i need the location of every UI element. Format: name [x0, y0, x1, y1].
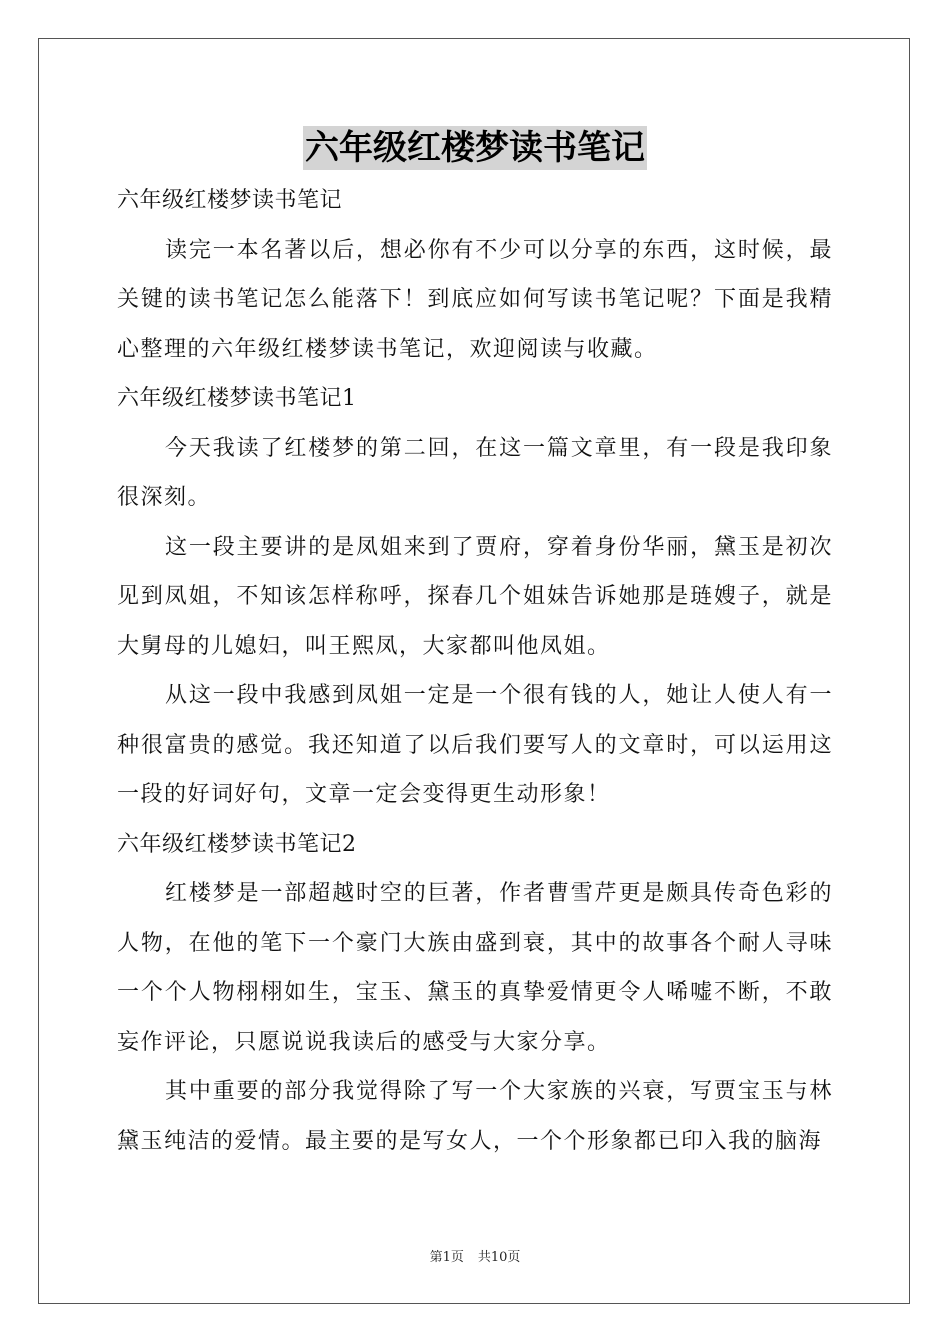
- document-title-text: 六年级红楼梦读书笔记: [305, 128, 645, 168]
- section-1-paragraph-1: 今天我读了红楼梦的第二回，在这一篇文章里，有一段是我印象很深刻。: [117, 435, 833, 510]
- section-1-heading: 六年级红楼梦读书笔记1: [117, 386, 357, 411]
- document-body: [117, 176, 833, 1166]
- section-2-heading: 六年级红楼梦读书笔记2: [117, 831, 357, 857]
- section-1-paragraph-3: 从这一段中我感到凤姐一定是一个很有钱的人，她让人使人有一种很富贵的感觉。我还知道了以后我们要写人的文章时，可以运用这一段的好词好句，文章一定会变得更生动形象！: [117, 683, 833, 807]
- section-2-paragraph-1: 红楼梦是一部超越时空的巨著，作者曹雪芹更是颇具传奇色彩的人物，在他的笔下一个豪门大族由盛到衰，其中的故事各个耐人寻味一个个人物栩栩如生，宝玉、黛玉的真挚爱情更令人唏嘘不断，不敢妄作评论，只愿说说我读后的感受与大家分享。: [117, 881, 833, 1055]
- page-number: 第1页: [429, 1250, 464, 1265]
- section-2-paragraph-2: 其中重要的部分我觉得除了写一个大家族的兴衰，写贾宝玉与林黛玉纯洁的爱情。最主要的是写女人，一个个形象都已印入我的脑海: [117, 1079, 833, 1154]
- section-1-paragraph-2: 这一段主要讲的是凤姐来到了贾府，穿着身份华丽，黛玉是初次见到凤姐，不知该怎样称呼，探春几个姐妹告诉她那是琏嫂子，就是大舅母的儿媳妇，叫王熙凤，大家都叫他凤姐。: [117, 534, 833, 659]
- page-total: 共10页: [477, 1250, 521, 1265]
- document-title: [0, 126, 950, 170]
- document-subtitle: 六年级红楼梦读书笔记: [117, 188, 343, 213]
- intro-paragraph: 读完一本名著以后，想必你有不少可以分享的东西，这时候，最关键的读书笔记怎么能落下！到底应如何写读书笔记呢？下面是我精心整理的六年级红楼梦读书笔记，欢迎阅读与收藏。: [117, 237, 833, 362]
- page-footer: [0, 1246, 950, 1265]
